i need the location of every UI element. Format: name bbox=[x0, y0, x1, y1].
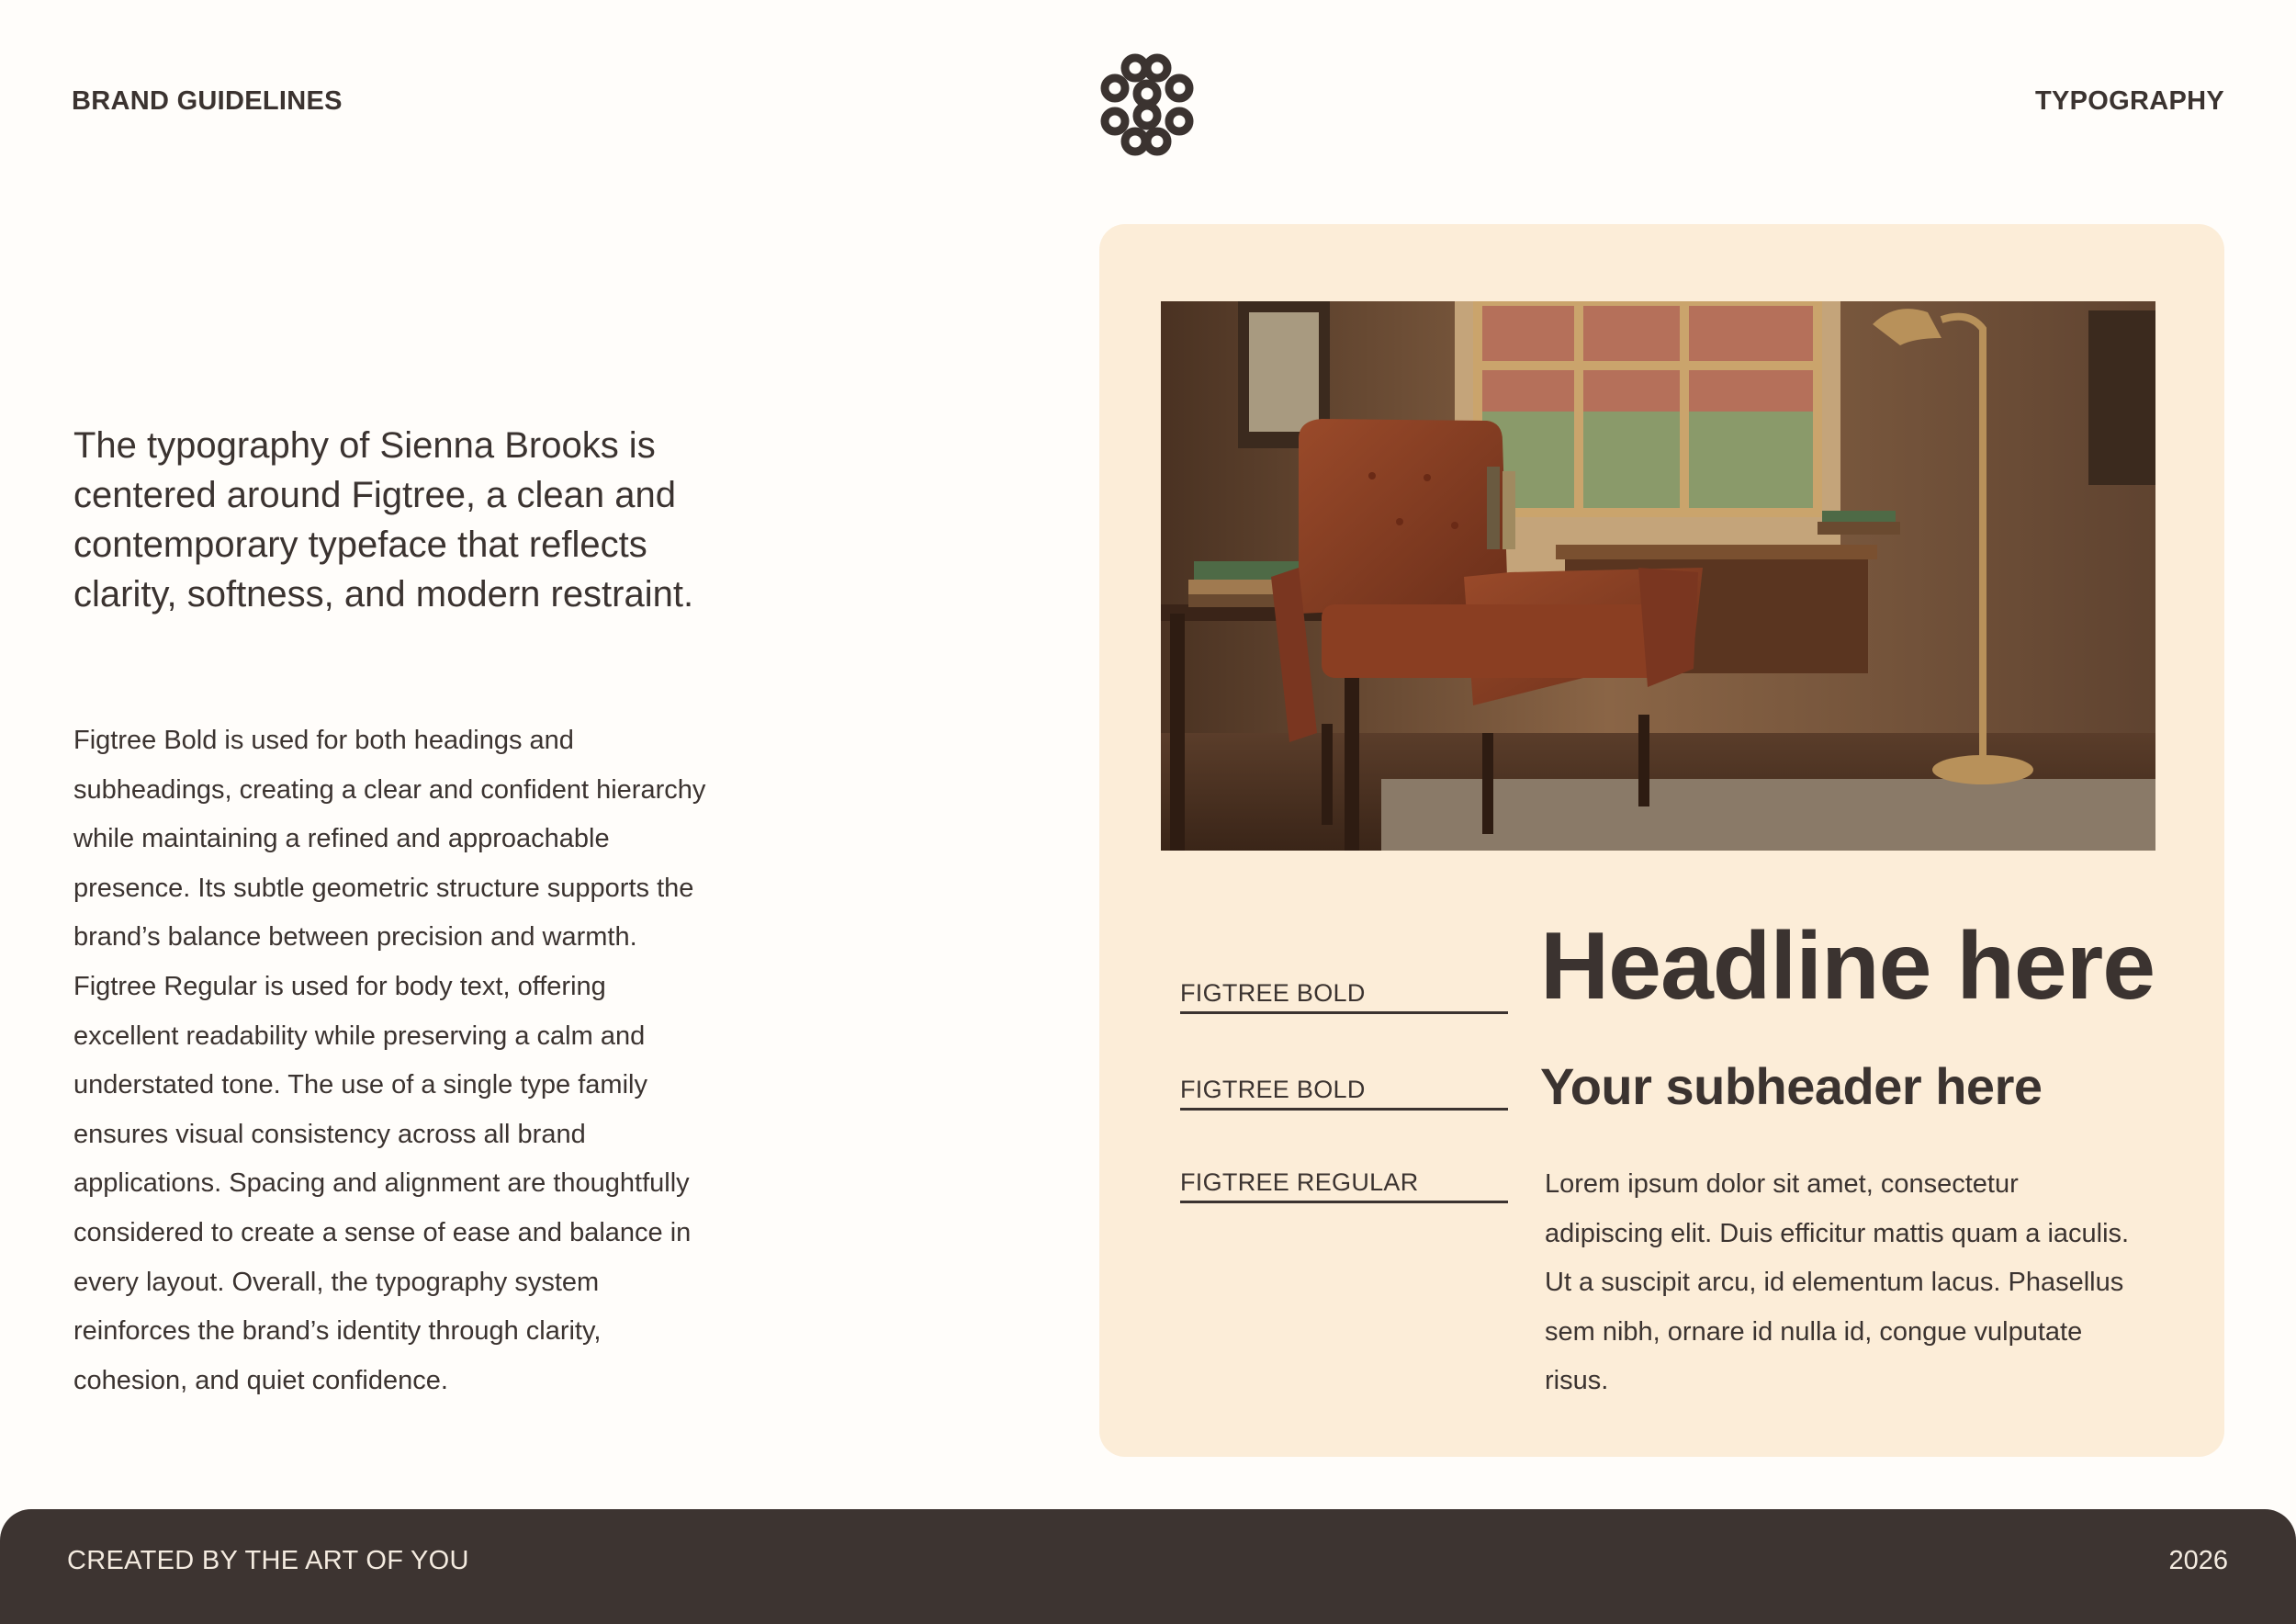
brand-guidelines-title: BRAND GUIDELINES bbox=[72, 86, 343, 116]
headline-sample: Headline here bbox=[1540, 913, 2155, 1020]
intro-body: Figtree Bold is used for both headings and subheadings, creating a clear and confident hierarchy while maintaining a refined and approachable presence. Its subtle geometric structure supports the brand’s balance between precision and warmth. Figtree Regular is used for body text, offering excellent readability while preserving a calm and understated tone. The use of a single type family ensures visual consistency across all brand applications. Spacing and alignment are thoughtfully considered to create a sense of ease and balance in every layout. Overall, the typography system reinforces the brand’s identity through clarity, cohesion, and quiet confidence. bbox=[73, 726, 706, 1395]
section-title: TYPOGRAPHY bbox=[2034, 86, 2224, 116]
armchair-interior-photo bbox=[1161, 301, 2155, 851]
body-text-sample: Lorem ipsum dolor sit amet, consectetur adipiscing elit. Duis efficitur mattis quam a iaculis. Ut a suscipit arcu, id elementum lacus. Phasellus sem nibh, ornare id nulla id, congue vulputate risus. bbox=[1545, 1169, 2130, 1396]
subheader-sample: Your subheader here bbox=[1540, 1057, 2043, 1115]
footer-year: 2026 bbox=[2168, 1546, 2228, 1575]
footer-bar bbox=[0, 1509, 2296, 1624]
headline-font-label: FIGTREE BOLD bbox=[1180, 979, 1508, 1014]
subheader-font-label: FIGTREE BOLD bbox=[1180, 1076, 1508, 1111]
body-font-label: FIGTREE REGULAR bbox=[1180, 1168, 1508, 1203]
intro-lead: The typography of Sienna Brooks is centered around Figtree, a clean and contemporary typeface that reflects clarity, softness, and modern restraint. bbox=[73, 425, 694, 615]
footer-credit: CREATED BY THE ART OF YOU bbox=[67, 1546, 469, 1575]
flower-knot-logo-icon bbox=[1095, 53, 1199, 156]
